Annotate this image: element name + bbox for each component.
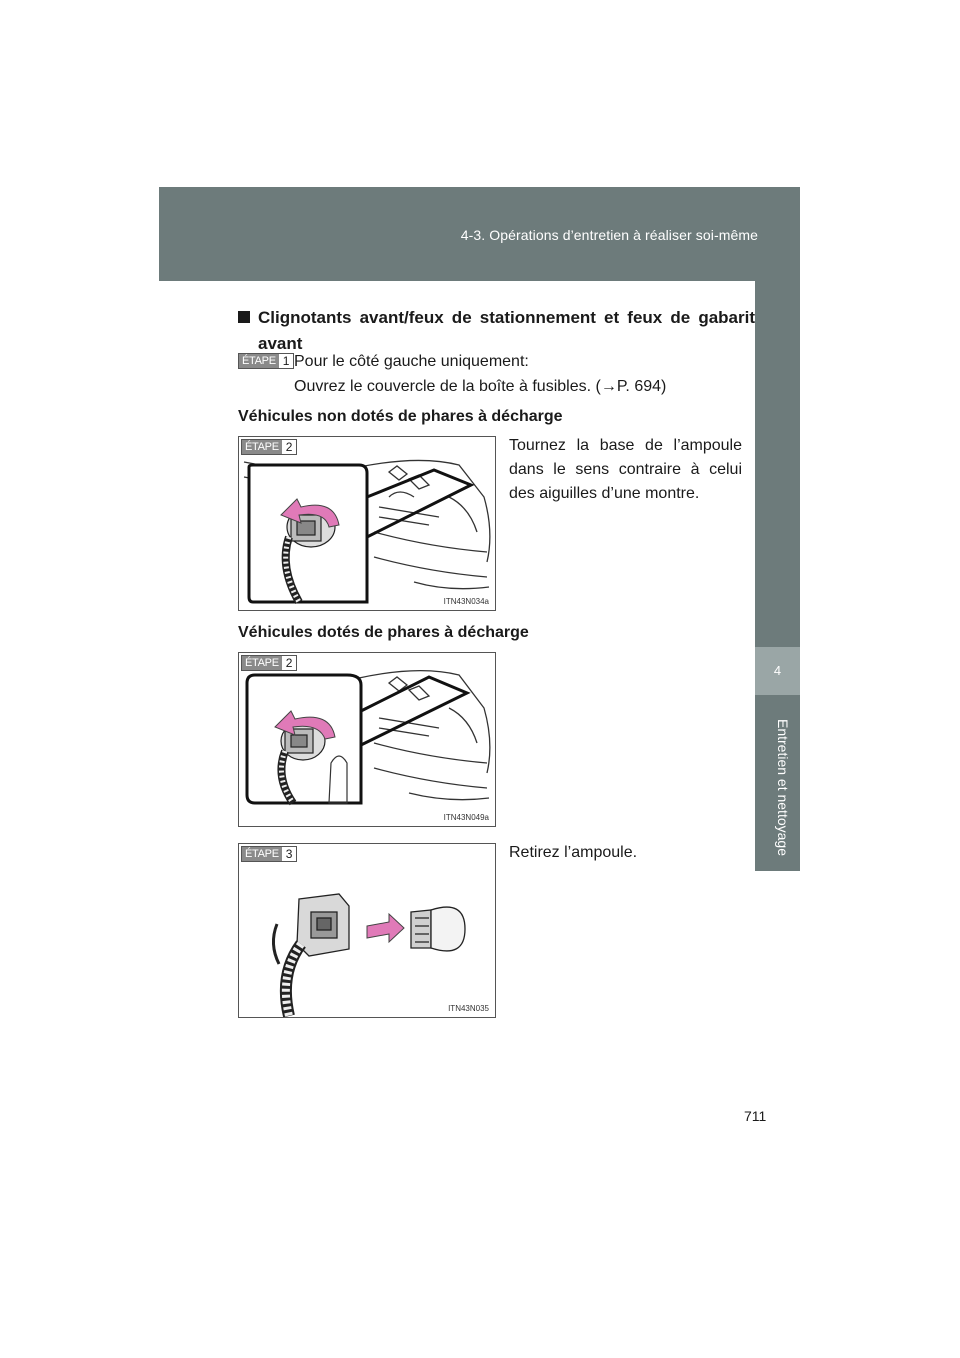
- step-tag-2a: [241, 439, 297, 455]
- step-word: ÉTAPE: [242, 847, 282, 861]
- step-tag-2b: [241, 655, 297, 671]
- step1-line2: Ouvrez le couvercle de la boîte à fusibles. (→P. 694): [294, 378, 667, 395]
- engine-bay-illustration: [239, 437, 495, 610]
- step-number: 2: [282, 656, 297, 670]
- step-word: ÉTAPE: [242, 440, 282, 454]
- step-tag-3: [241, 846, 297, 862]
- step1-line1: Pour le côté gauche uniquement:: [294, 353, 529, 370]
- square-bullet-icon: [238, 311, 250, 323]
- figure-id: ITN43N049a: [443, 813, 489, 822]
- group1-heading: Véhicules non dotés de phares à décharge: [238, 408, 563, 425]
- step-number: 1: [279, 354, 294, 368]
- step3-description: Retirez l’ampoule.: [509, 844, 638, 861]
- bulb-removal-illustration: [239, 844, 495, 1017]
- step-number: 2: [282, 440, 297, 454]
- side-tab: [755, 281, 800, 871]
- figure-socket-turn-discharge: [238, 652, 496, 827]
- chapter-title: 4-3. Opérations d’entretien à réaliser soi-même: [460, 227, 758, 243]
- header-bar: [159, 187, 800, 281]
- group1-description: Tournez la base de l’ampoule dans le sens contraire à celui des aiguilles d’une montre.: [509, 437, 742, 502]
- chapter-label: Entretien et nettoyage: [775, 719, 791, 856]
- figure-socket-turn-halogen: [238, 436, 496, 611]
- section-heading-text: Clignotants avant/feux de stationnement et feux de gabarit avant: [258, 308, 755, 353]
- group2-heading: Véhicules dotés de phares à décharge: [238, 624, 529, 641]
- step-word: ÉTAPE: [239, 354, 279, 368]
- page-number: 711: [744, 1108, 767, 1124]
- engine-bay-illustration: [239, 653, 495, 826]
- step-tag-1: [238, 353, 294, 369]
- step-word: ÉTAPE: [242, 656, 282, 670]
- figure-remove-bulb: [238, 843, 496, 1018]
- figure-id: ITN43N034a: [443, 597, 489, 606]
- figure-id: ITN43N035: [448, 1004, 489, 1013]
- step-number: 3: [282, 847, 297, 861]
- chapter-number: 4: [755, 647, 800, 695]
